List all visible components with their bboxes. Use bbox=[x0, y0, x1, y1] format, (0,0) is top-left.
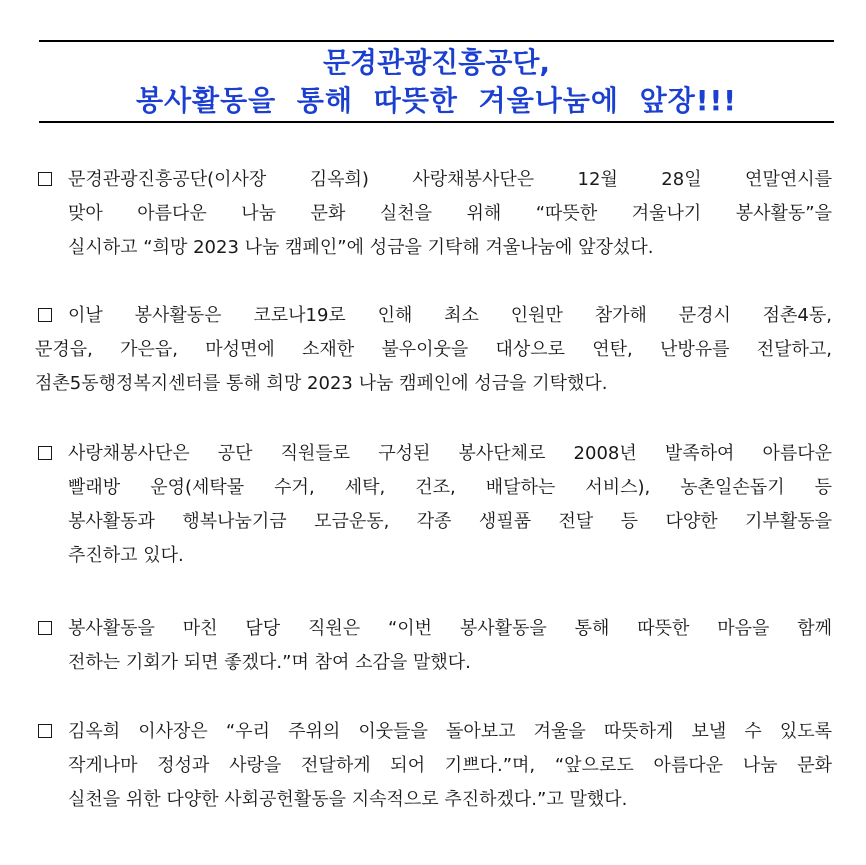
page-title bbox=[39, 44, 834, 120]
paragraph-line: 실시하고 “희망 2023 나눔 캠페인”에 성금을 기탁해 겨울나눔에 앞장섰다. bbox=[68, 237, 654, 258]
paragraph-line: 맞아 아름다운 나눔 문화 실천을 위해 “따뜻한 겨울나기 봉사활동”을 bbox=[68, 203, 832, 224]
paragraph-line: 실천을 위한 다양한 사회공헌활동을 지속적으로 추진하겠다.”고 말했다. bbox=[68, 789, 628, 810]
paragraph-line: 봉사활동과 행복나눔기금 모금운동, 각종 생필품 전달 등 다양한 기부활동을 bbox=[68, 511, 832, 532]
paragraph-3 bbox=[38, 437, 832, 573]
checkbox-bullet-icon bbox=[38, 172, 52, 186]
paragraph-line: 봉사활동을 마친 담당 직원은 “이번 봉사활동을 통해 따뜻한 마음을 함께 bbox=[68, 618, 832, 639]
title-line-2: 봉사활동을 통해 따뜻한 겨울나눔에 앞장!!! bbox=[135, 84, 738, 117]
paragraph-2 bbox=[35, 299, 832, 401]
paragraph-line: 문경읍, 가은읍, 마성면에 소재한 불우이웃을 대상으로 연탄, 난방유를 전달하고, bbox=[35, 339, 832, 360]
title-top-rule bbox=[39, 40, 834, 42]
paragraph-4 bbox=[38, 612, 832, 680]
paragraph-line: 김옥희 이사장은 “우리 주위의 이웃들을 돌아보고 겨울을 따뜻하게 보낼 수 있도록 bbox=[68, 721, 832, 742]
checkbox-bullet-icon bbox=[38, 308, 52, 322]
paragraph-line: 전하는 기회가 되면 좋겠다.”며 참여 소감을 말했다. bbox=[68, 652, 471, 673]
paragraph-5 bbox=[38, 715, 832, 817]
title-bottom-rule bbox=[39, 121, 834, 123]
title-line-1: 문경관광진흥공단, bbox=[322, 46, 551, 79]
paragraph-line: 추진하고 있다. bbox=[68, 545, 184, 566]
paragraph-line: 이날 봉사활동은 코로나19로 인해 최소 인원만 참가해 문경시 점촌4동, bbox=[68, 305, 832, 326]
checkbox-bullet-icon bbox=[38, 446, 52, 460]
paragraph-line: 빨래방 운영(세탁물 수거, 세탁, 건조, 배달하는 서비스), 농촌일손돕기 등 bbox=[68, 477, 832, 498]
paragraph-1 bbox=[38, 163, 832, 265]
checkbox-bullet-icon bbox=[38, 724, 52, 738]
paragraph-line: 점촌5동행정복지센터를 통해 희망 2023 나눔 캠페인에 성금을 기탁했다. bbox=[35, 373, 608, 394]
checkbox-bullet-icon bbox=[38, 621, 52, 635]
paragraph-line: 사랑채봉사단은 공단 직원들로 구성된 봉사단체로 2008년 발족하여 아름다운 bbox=[68, 443, 832, 464]
paragraph-line: 작게나마 정성과 사랑을 전달하게 되어 기쁘다.”며, “앞으로도 아름다운 나눔 문화 bbox=[68, 755, 832, 776]
paragraph-line: 문경관광진흥공단(이사장 김옥희) 사랑채봉사단은 12월 28일 연말연시를 bbox=[68, 169, 832, 190]
